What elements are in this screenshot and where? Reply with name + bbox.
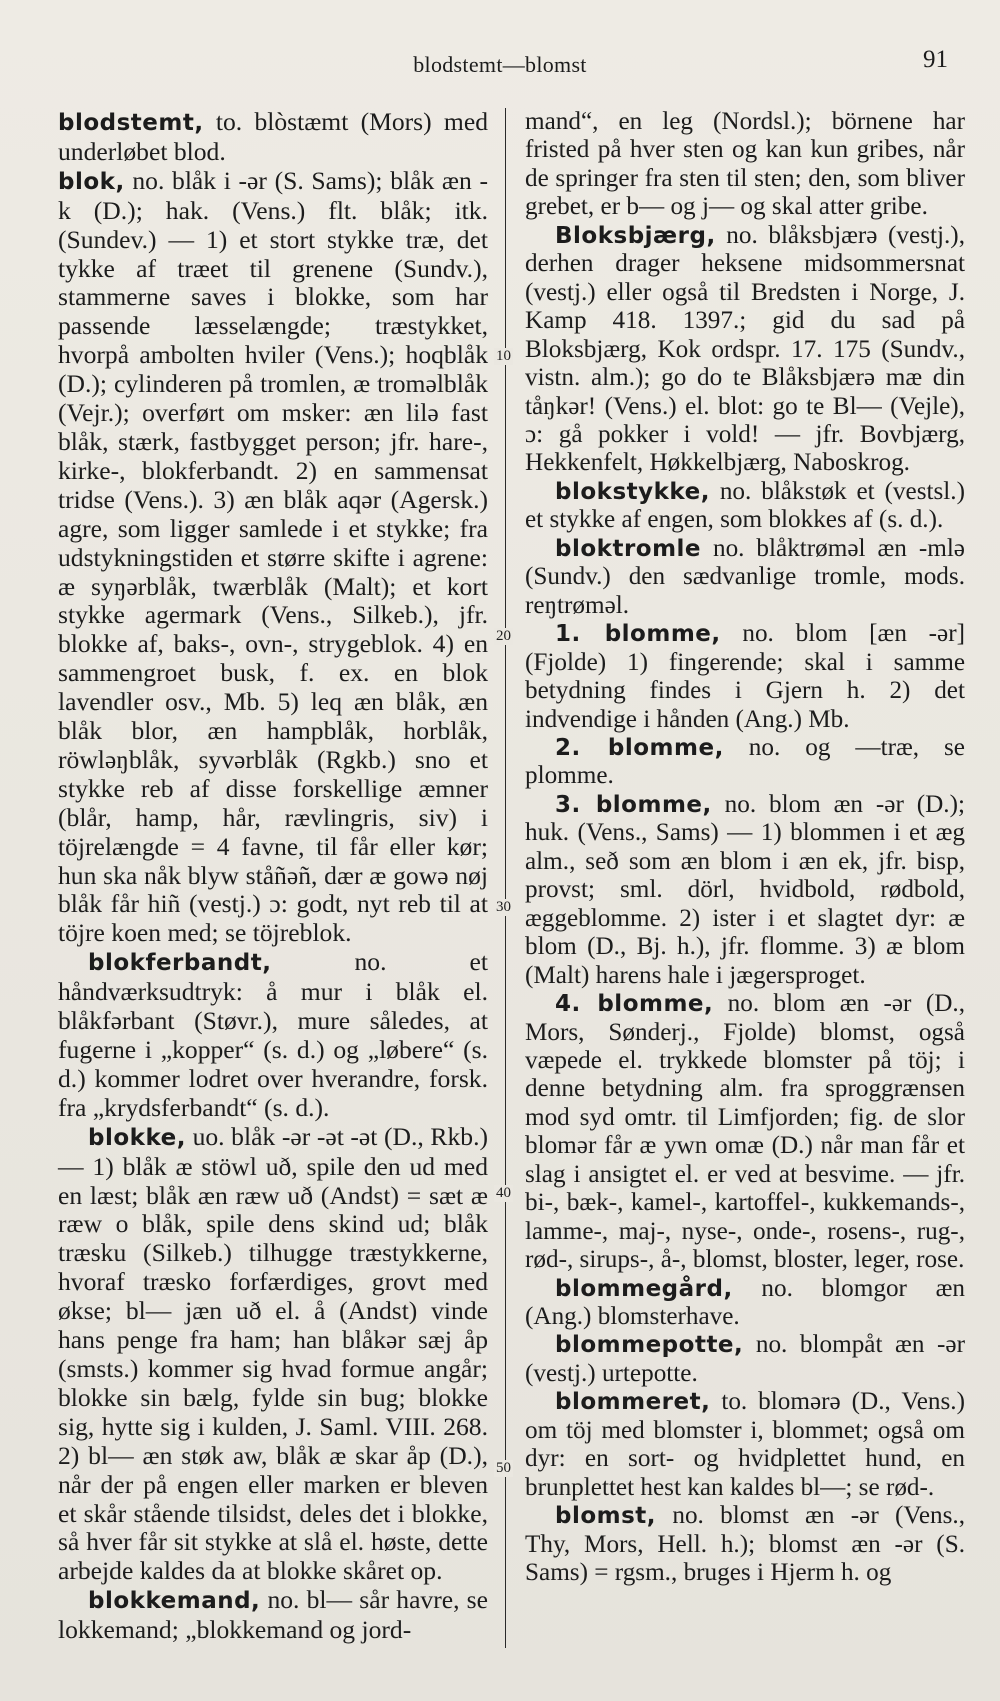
left-column [58,108,488,1645]
dictionary-entry [58,1123,488,1587]
headword: bloktromle [555,535,702,562]
dictionary-entry [525,1275,965,1332]
entry-text: uo. blåk -ər -ət -ət (D., Rkb.) — 1) blåk æ stöwl uð, spile den ud med en læst; blåk æn ræw uð (Andst) = sæt æ ræw o blåk, spile dens skind ud; blåk træsku (Silkeb.) tilhugge træstykkerne, hvoraf træsko forfærdiges, grovt med økse; bl— jæn uð el. å (Andst) vinde hans penge fra ham; han blåkər sæj åp (smsts.) kommer sig hvad formue angår; blokke sin bælg, fylde sin bug; blokke sig, hytte sig i kulden, J. Saml. VIII. 268. 2) bl— æn støk aw, blåk æ skar åp (D.), når der på engen eller marken er bleven et skår stående tilsidst, deles det i blokke, så hver får sit stykke at slå el. høste, dette arbejde kaldes da at blokke skåret op. [58,1121,488,1586]
dictionary-entry [58,167,488,948]
right-column [525,108,965,1588]
column-divider [505,108,506,1648]
page-number: 91 [923,46,948,73]
entry-text: no. blomgor æn (Ang.) blomsterhave. [525,1274,965,1331]
headword: 2. blomme, [555,734,724,761]
dictionary-entry [525,108,965,222]
line-number: 30 [496,899,511,915]
entry-text: no. og —træ, se plomme. [525,733,965,790]
page-header [0,46,1000,86]
dictionary-entry [58,108,488,167]
headword: blodstemt, [58,110,204,136]
headword: blomst, [555,1503,657,1530]
entry-text: no. et håndværksudtryk: å mur i blåk el. blåkfərbant (Støvr.), mure således, at fugerne i „kopper“ (s. d.) og „løbere“ (s. d.) kommer lodret over hverandre, forsk. fra „krydsferbandt“ (s. d.). [58,947,488,1122]
headword: blokke, [88,1124,186,1151]
dictionary-entry [525,1388,965,1502]
entry-text: to. blomərə (D., Vens.) om töj med blomster i, blommet; også om dyr: en sort- og hvidplettet hund, en brunplettet hest kan kaldes bl—; se rød-. [525,1388,965,1501]
headword: blokstykke, [555,478,710,505]
headword: blokferbandt, [88,950,272,977]
entry-text: no. blåksbjærə (vestj.), derhen drager heksene midsommersnat (vestj.) eller også til Bredsten i Norge, J. Kamp 418. 1397.; gid du sad på Bloksbjærg, Kok ordspr. 17. 175 (Sundv., vistn. alm.); go do te Blåksbjærə mæ din tåŋkər! (Vens.) el. blot: go te Bl— (Vejle), ɔ: gå pokker i vold! — jfr. Bovbjærg, Hekkenfelt, Høkkelbjærg, Naboskrog. [525,221,965,477]
entry-text: no. blåkstøk et (vestsl.) et stykke af engen, som blokkes af (s. d.). [525,477,965,534]
dictionary-entry [525,1502,965,1587]
entry-text: no. blåk i -ər (S. Sams); blåk æn -k (D.); hak. (Vens.) flt. blåk; itk. (Sundev.) — 1) et stort stykke træ, det tykke af træet til grenene (Sundv.), stammerne saves i blokke, som har passende læsselængde; træstykket, hvorpå ambolten hviler (Vens.); hoqblåk (D.); cylinderen på tromlen, æ troməlblåk (Vejr.); overført om msker: æn lilə fast blåk, stærk, fastbygget person; jfr. hare-, kirke-, blokferbandt. 2) en sammensat tridse (Vens.). 3) æn blåk aqər (Agersk.) agre, som ligger samlede i et stykke; fra udstykningstiden et større skifte i agrene: æ syŋərblåk, twærblåk (Malt); et kort stykke agermark (Vens., Silkeb.), jfr. blokke af, baks-, ovn-, strygeblok. 4) en sammengroet busk, f. ex. en blok lavendler osv., Mb. 5) leq æn blåk, æn blåk blor, æn hampblåk, horblåk, röwləŋblåk, syvərblåk (Rgkb.) sno et stykke reb af disse forskellige æmner (blår, hamp, hår, rævlingris, siv) i töjrelængde = 4 favne, til får eller kør; hun ska nåk blyw ståñəñ, dær æ gowə nøj blåk får hiñ (vestj.) ɔ: godt, nyt reb til at töjre koen med; se töjreblok. [58,165,488,948]
headword: Bloksbjærg, [555,222,716,249]
line-number: 40 [496,1185,511,1201]
dictionary-entry [525,535,965,620]
entry-text: no. blom æn -ər (D.); huk. (Vens., Sams) — 1) blommen i et æg alm., seð som æn blom i æn ek, jfr. bisp, provst; sml. dörl, hvidbold, rødbold, æggeblomme. 2) ister i et slagtet dyr: æ blom (D., Bj. h.), jfr. flomme. 3) æ blom (Malt) harens hale i jægersproget. [525,790,965,989]
running-head: blodstemt—blomst [413,52,587,77]
headword: 3. blomme, [555,791,712,818]
dictionary-entry [525,990,965,1275]
dictionary-entry [58,948,488,1122]
dictionary-entry [58,1586,488,1645]
dictionary-entry [525,1331,965,1388]
entry-text: no. blom æn -ər (D., Mors, Sønderj., Fjolde) blomst, også væpede el. trykkede blomster på töj; i denne betydning alm. fra sproggrænsen mod syd omtr. til Limfjorden; fig. de slor blomər får æ ywn omæ (D.) når man får et slag i ansigtet el. er ved at besvime. — jfr. bi-, bæk-, kamel-, kartoffel-, kukkemands-, lamme-, maj-, nyse-, onde-, rosens-, rug-, rød-, sirups-, å-, blomst, bloster, leger, rose. [525,990,965,1274]
line-number: 50 [496,1460,511,1476]
entry-text: no. blåktrøməl æn -mlə (Sundv.) den sædvanlige tromle, mods. reŋtrøməl. [525,534,965,619]
line-number: 20 [496,628,511,644]
headword: 1. blomme, [555,621,721,648]
headword: 4. blomme, [555,991,714,1018]
headword: blommegård, [555,1275,733,1302]
line-number: 10 [496,348,511,364]
entry-text: no. blom [æn -ər] (Fjolde) 1) fingerende; skal i samme betydning findes i Gjern h. 2) det indvendige i hånden (Ang.) Mb. [525,620,965,733]
entry-text: no. blompåt æn -ər (vestj.) urtepotte. [525,1331,965,1387]
headword: blok, [58,168,125,195]
dictionary-entry [525,478,965,535]
entry-text: no. bl— sår havre, se lokkemand; „blokkemand og jord- [58,1585,488,1645]
headword: blommeret, [555,1389,711,1416]
headword: blommepotte, [555,1332,744,1359]
dictionary-entry [525,222,965,478]
headword: blokkemand, [88,1588,261,1615]
dictionary-entry [525,620,965,734]
entry-text: mand“, en leg (Nordsl.); börnene har fristed på hver sten og kan kun gribes, når de springer fra sten til sten; den, som bliver grebet, er b— og j— og skal atter gribe. [525,108,965,221]
entry-text: to. blòstæmt (Mors) med underløbet blod. [58,107,488,166]
entry-text: no. blomst æn -ər (Vens., Thy, Mors, Hell. h.); blomst æn -ər (S. Sams) = rgsm., bruges i Hjerm h. og [525,1502,965,1587]
dictionary-entry [525,791,965,990]
dictionary-entry [525,734,965,791]
